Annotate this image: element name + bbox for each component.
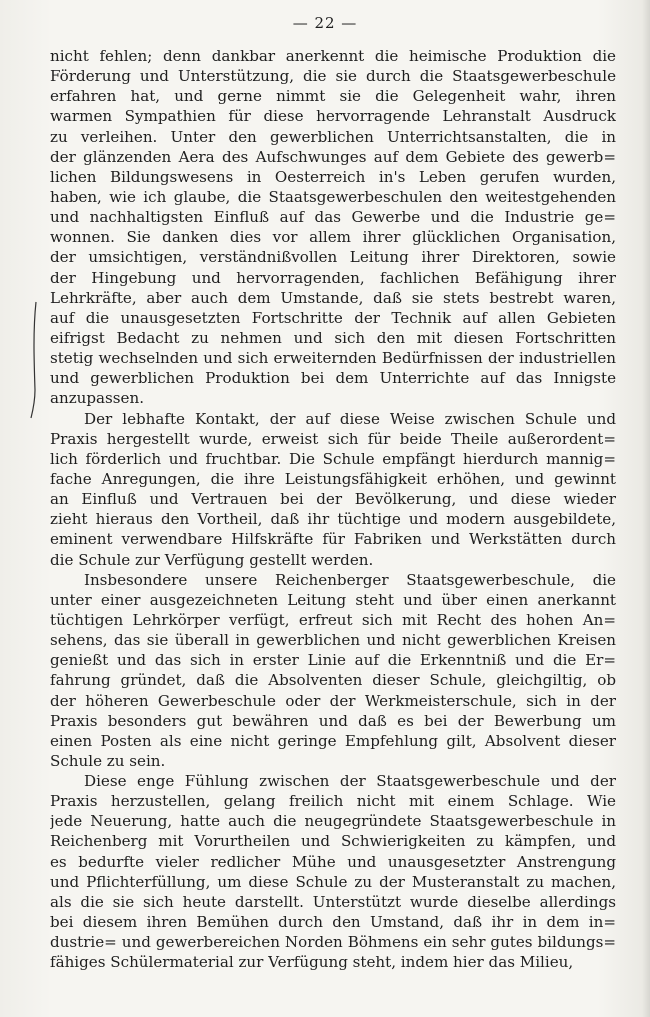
text-line: der umsichtigen, verständnißvollen Leitung ihrer Direktoren, sowie	[50, 248, 616, 267]
text-line: wonnen. Sie danken dies vor allem ihrer glücklichen Organisation,	[50, 228, 616, 247]
text-line: erfahren hat, und gerne nimmt sie die Gelegenheit wahr, ihren	[50, 87, 616, 106]
text-line: Praxis besonders gut bewähren und daß es bei der Bewerbung um	[50, 711, 616, 730]
text-line: anzupassen.	[50, 389, 144, 408]
page-number: — 22 —	[292, 14, 358, 32]
text-line: haben, wie ich glaube, die Staatsgewerbeschulen den weitestgehenden	[50, 187, 616, 206]
text-line: Der lebhafte Kontakt, der auf diese Weise zwischen Schule und	[84, 409, 616, 428]
text-line: Praxis herzustellen, gelang freilich nicht mit einem Schlage. Wie	[50, 792, 616, 811]
text-line: lich förderlich und fruchtbar. Die Schule empfängt hierdurch mannig=	[50, 449, 616, 468]
text-line: dustrie= und gewerbereichen Norden Böhmens ein sehr gutes bildungs=	[50, 933, 616, 952]
text-line: zieht hieraus den Vortheil, daß ihr tüchtige und modern ausgebildete,	[50, 510, 616, 529]
paragraph	[50, 409, 616, 570]
text-line: sehens, das sie überall in gewerblichen und nicht gewerblichen Kreisen	[50, 631, 616, 650]
text-line: bei diesem ihren Bemühen durch den Umstand, daß ihr in dem in=	[50, 913, 616, 932]
text-line: Förderung und Unterstützung, die sie durch die Staatsgewerbeschule	[50, 67, 616, 86]
text-line: und nachhaltigsten Einfluß auf das Gewerbe und die Industrie ge=	[50, 208, 616, 227]
text-line: stetig wechselnden und sich erweiternden Bedürfnissen der industriellen	[50, 349, 616, 368]
text-line: Diese enge Fühlung zwischen der Staatsgewerbeschule und der	[84, 772, 616, 791]
text-line: tüchtigen Lehrkörper verfügt, erfreut sich mit Recht des hohen An=	[50, 610, 616, 629]
text-line: Lehrkräfte, aber auch dem Umstande, daß sie stets bestrebt waren,	[50, 288, 616, 307]
text-line: eminent verwendbare Hilfskräfte für Fabriken und Werkstätten durch	[50, 530, 616, 549]
text-line: fache Anregungen, die ihre Leistungsfähigkeit erhöhen, und gewinnt	[50, 469, 616, 488]
text-line: auf die unausgesetzten Fortschritte der Technik auf allen Gebieten	[50, 308, 616, 327]
text-line: der Hingebung und hervorragenden, fachlichen Befähigung ihrer	[50, 268, 616, 287]
text-line: die Schule zur Verfügung gestellt werden.	[50, 550, 374, 569]
page-edge-shadow	[642, 0, 650, 1017]
text-line: nicht fehlen; denn dankbar anerkennt die heimische Produktion die	[50, 47, 616, 65]
text-line: es bedurfte vieler redlicher Mühe und unausgesetzter Anstrengung	[50, 852, 616, 871]
text-line: der höheren Gewerbeschule oder der Werkmeisterschule, sich in der	[50, 691, 616, 710]
text-line: an Einfluß und Vertrauen bei der Bevölkerung, und diese wieder	[50, 490, 616, 509]
text-line: jede Neuerung, hatte auch die neugegründete Staatsgewerbeschule in	[50, 812, 616, 831]
text-line: als die sie sich heute darstellt. Unterstützt wurde dieselbe allerdings	[50, 892, 616, 911]
text-line: Schule zu sein.	[50, 751, 166, 770]
text-line: zu verleihen. Unter den gewerblichen Unterrichtsanstalten, die in	[50, 127, 616, 146]
text-line: und gewerblichen Produktion bei dem Unterrichte auf das Innigste	[50, 369, 616, 388]
text-line: der glänzenden Aera des Aufschwunges auf dem Gebiete des gewerb=	[50, 147, 616, 166]
body-text	[50, 46, 616, 972]
text-line: warmen Sympathien für diese hervorragende Lehranstalt Ausdruck	[50, 107, 616, 126]
text-line: lichen Bildungswesens in Oesterreich in's Leben gerufen wurden,	[50, 167, 616, 186]
text-line: fähiges Schülermaterial zur Verfügung steht, indem hier das Milieu,	[50, 953, 574, 972]
text-line: fahrung gründet, daß die Absolventen dieser Schule, gleichgiltig, ob	[50, 671, 616, 690]
paragraph	[50, 46, 616, 409]
text-line: genießt und das sich in erster Linie auf die Erkenntniß und die Er=	[50, 651, 616, 670]
text-line: Praxis hergestellt wurde, erweist sich für beide Theile außerordent=	[50, 429, 616, 448]
text-line: unter einer ausgezeichneten Leitung steht und über einen anerkannt	[50, 590, 616, 609]
margin-mark	[30, 300, 40, 420]
text-line: Reichenberg mit Vorurtheilen und Schwierigkeiten zu kämpfen, und	[50, 832, 616, 851]
text-line: und Pflichterfüllung, um diese Schule zu der Musteranstalt zu machen,	[50, 872, 616, 891]
text-line: eifrigst Bedacht zu nehmen und sich den mit diesen Fortschritten	[50, 328, 616, 347]
paragraph	[50, 570, 616, 771]
paragraph	[50, 771, 616, 972]
text-line: Insbesondere unsere Reichenberger Staatsgewerbeschule, die	[84, 570, 616, 589]
text-line: einen Posten als eine nicht geringe Empfehlung gilt, Absolvent dieser	[50, 731, 616, 750]
